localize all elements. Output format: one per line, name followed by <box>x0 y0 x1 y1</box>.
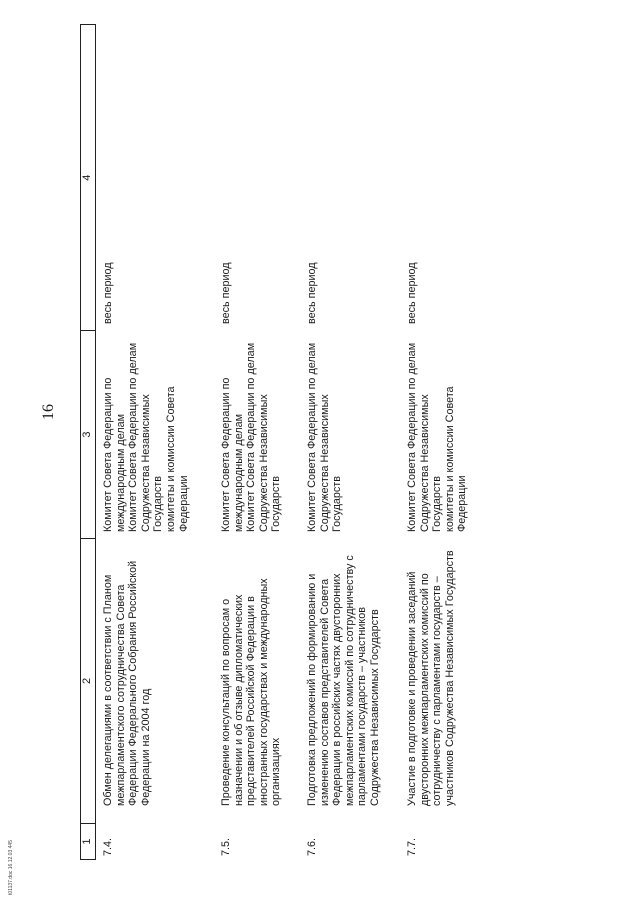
responsible-line: Комитет Совета Федерации по международным делам <box>220 377 245 532</box>
responsible-line: Комитет Совета Федерации по делам Содружества Независимых Государств <box>127 342 165 532</box>
responsible-line: Комитет Совета Федерации по делам Содружества Независимых Государств <box>306 342 344 532</box>
row-number: 7.7. <box>406 837 418 856</box>
file-footnote: t01137.doc 16.12.03 445 <box>8 840 14 895</box>
header-col-3: 3 <box>81 330 95 538</box>
table-row <box>102 24 220 860</box>
row-description: Подготовка предложений по формированию и изменению составов представителей Совета Федерации в российских частях двусторонних межпарламентских комиссий по сотрудничеству с парламентами государств – участников Содружества Независимых Государств <box>306 555 381 806</box>
row-number: 7.6. <box>306 837 318 856</box>
responsible-line: Комитет Совета Федерации по делам Содружества Независимых Государств <box>406 342 444 532</box>
responsible-line: комитеты и комиссии Совета Федерации <box>164 386 190 532</box>
table-row <box>306 24 406 860</box>
row-description: Проведение консультаций по вопросам о назначении и об отзыве дипломатических представителей Российской Федерации в иностранных государствах и международных организациях <box>220 578 283 806</box>
header-col-2: 2 <box>81 538 95 823</box>
row-description: Обмен делегациями в соответствии с Планом межпарламентского сотрудничества Совета Федерации Федерального Собрания Российской Федерации на 2004 год <box>102 560 152 806</box>
row-responsible <box>406 330 496 538</box>
page-number: 16 <box>40 404 57 420</box>
row-number: 7.4. <box>102 837 114 856</box>
row-number: 7.5. <box>220 837 232 856</box>
row-responsible <box>306 330 406 538</box>
responsible-line: Комитет Совета Федерации по международным делам <box>102 377 127 532</box>
table-row <box>220 24 306 860</box>
row-term: весь период <box>406 262 418 324</box>
row-term: весь период <box>220 262 232 324</box>
responsible-line: комитеты и комиссии Совета Федерации <box>443 386 469 532</box>
row-term: весь период <box>102 262 114 324</box>
header-col-4: 4 <box>81 174 93 181</box>
table-header <box>80 24 96 860</box>
rotated-table <box>80 10 550 860</box>
header-col-1: 1 <box>81 823 95 859</box>
row-term: весь период <box>306 262 318 324</box>
responsible-line: Комитет Совета Федерации по делам Содружества Независимых Государств <box>245 342 283 532</box>
row-responsible <box>220 330 306 538</box>
table-row <box>406 24 496 860</box>
table-body <box>102 24 496 860</box>
row-responsible <box>102 330 220 538</box>
row-description: Участие в подготовке и проведении заседаний двусторонних межпарламентских комиссий по сотрудничеству с парламентами государств – участников Содружества Независимых Государств <box>406 550 456 806</box>
